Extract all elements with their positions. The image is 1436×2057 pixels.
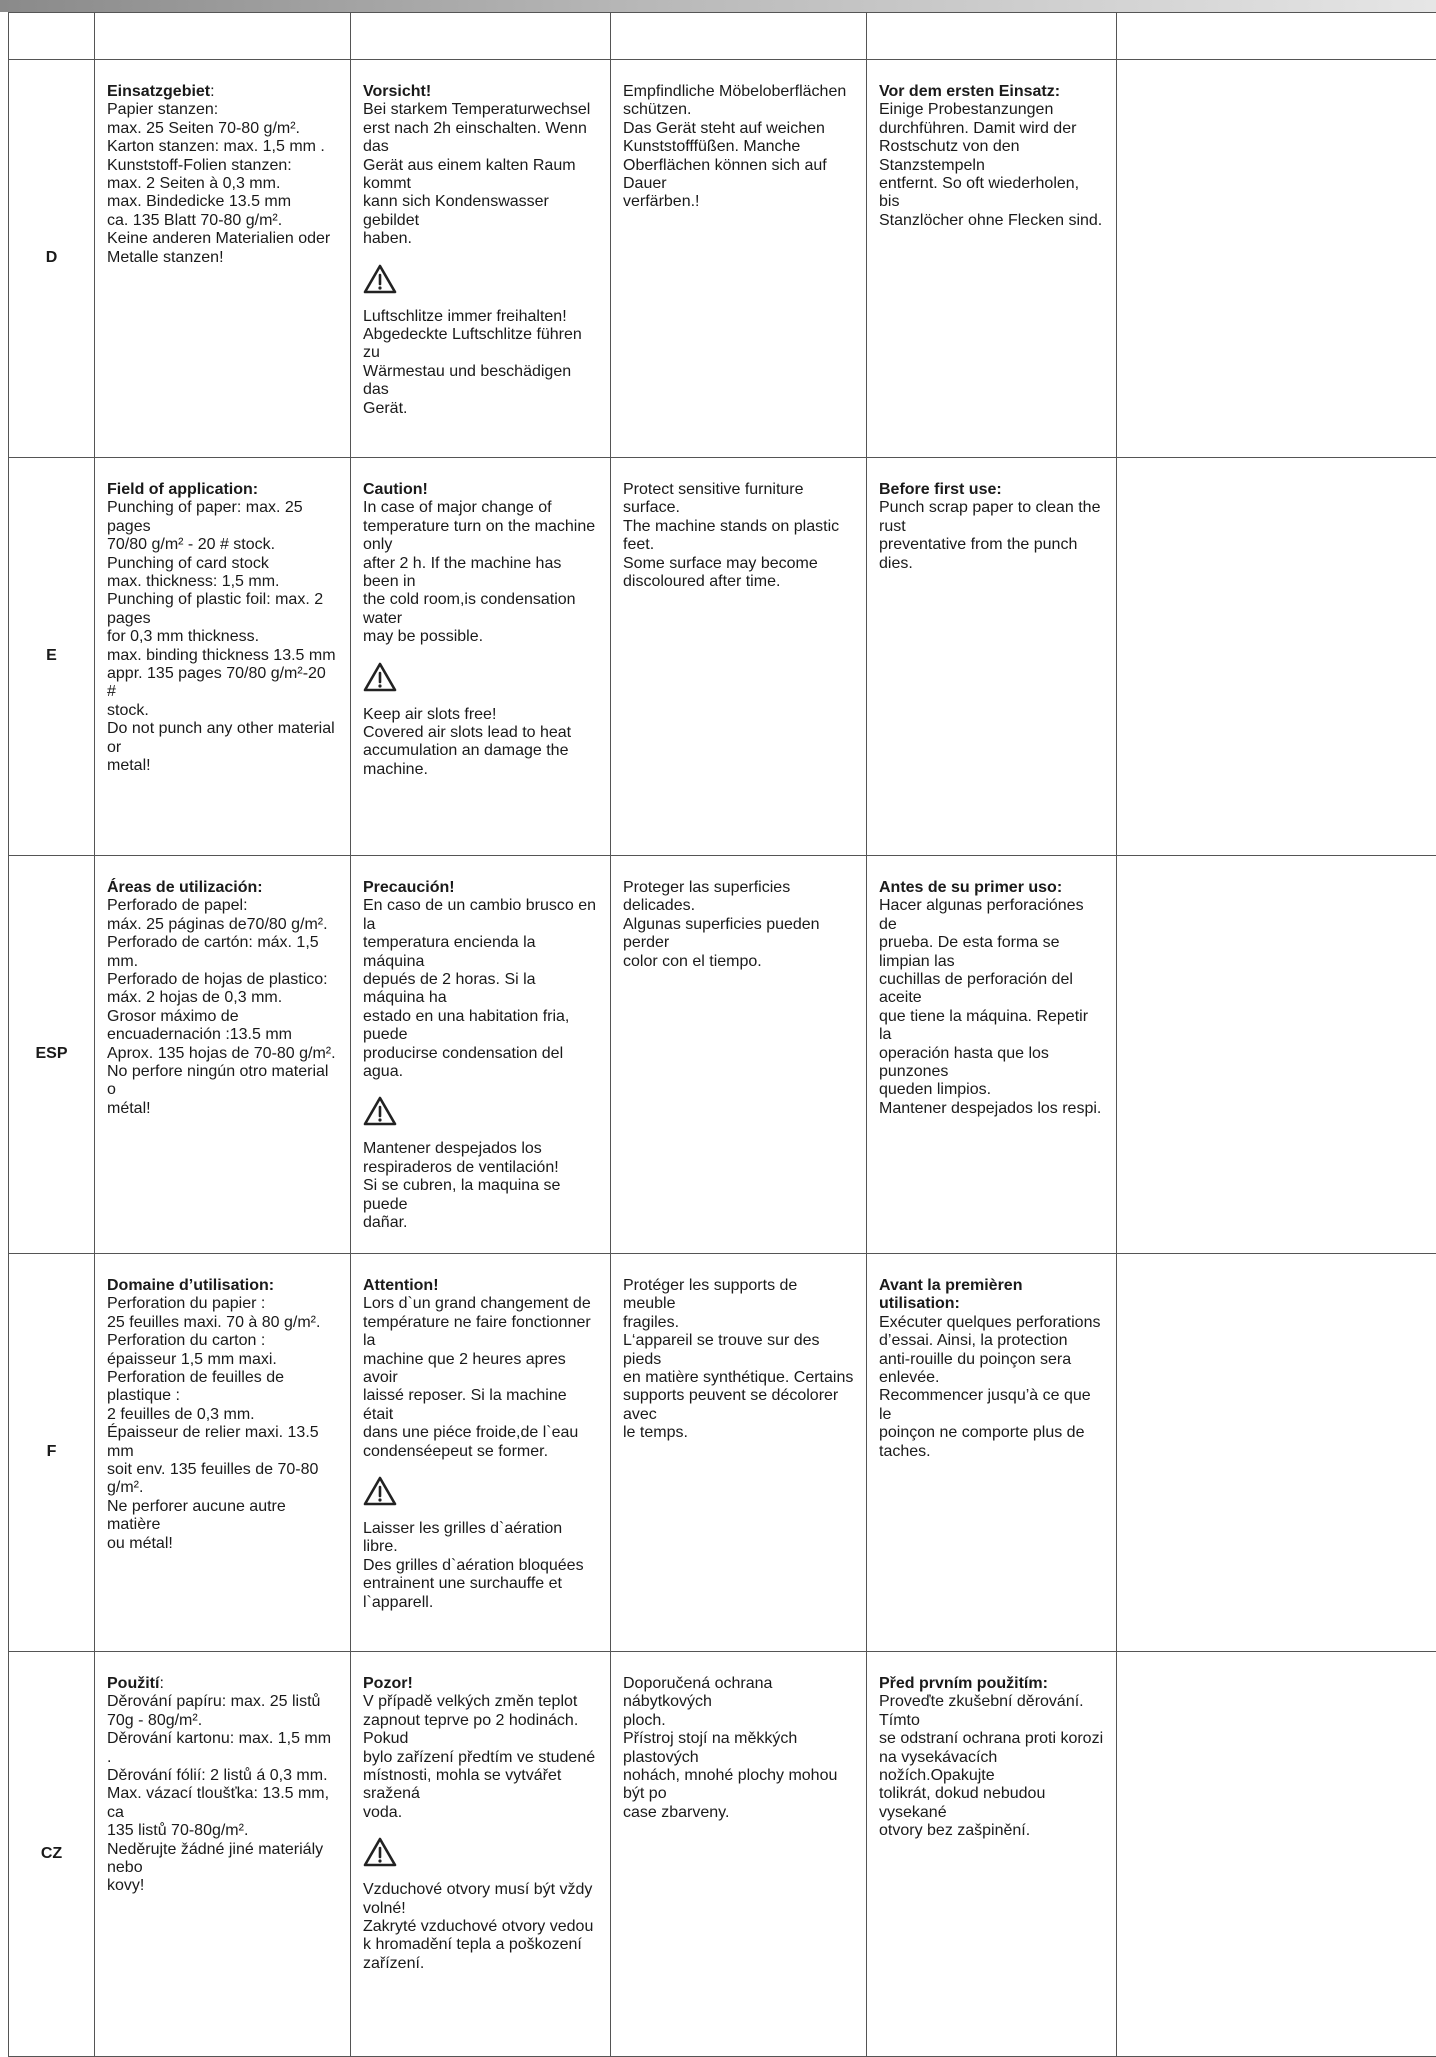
caution-text: Lors d`un grand changement de température ne faire fonctionner la machine que 2 heures apres avoir laissé reposer. Si la machine était dans une piéce froide,de l`eau condenséepeut se former. — [363, 1295, 598, 1461]
application-heading: Áreas de utilización: — [107, 879, 263, 896]
language-row — [9, 1254, 1436, 1652]
header-row — [9, 13, 1436, 60]
application-cell — [95, 60, 351, 458]
header-cell — [867, 13, 1117, 60]
caution-cell — [351, 1652, 611, 2057]
application-cell — [95, 1652, 351, 2057]
instructions-table — [8, 12, 1436, 2057]
caution-heading: Precaución! — [363, 879, 598, 897]
surface-cell — [611, 1254, 867, 1652]
application-text: Děrování papíru: max. 25 listů 70g - 80g/m². Děrování kartonu: max. 1,5 mm . Děrování fólií: 2 listů á 0,3 mm. Max. vázací tloušťka: 13.5 mm, ca 135 listů 70-80g/m². Neděrujte žádné jiné materiály nebo kovy! — [107, 1693, 338, 1895]
application-text: Perforation du papier : 25 feuilles maxi. 70 à 80 g/m². Perforation du carton : épaisseur 1,5 mm maxi. Perforation de feuilles de plastique : 2 feuilles de 0,3 mm. Épaisseur de relier maxi. 13.5 mm soit env. 135 feuilles de 70-80 g/m². Ne perforer aucune autre matière ou métal! — [107, 1295, 338, 1553]
air-slots-text: Keep air slots free! Covered air slots lead to heat accumulation an damage the machine. — [363, 706, 598, 780]
first-use-text: Einige Probestanzungen durchführen. Damit wird der Rostschutz von den Stanzstempeln entfernt. So oft wiederholen, bis Stanzlöcher ohne Flecken sind. — [879, 101, 1104, 230]
application-heading-suffix: : — [159, 1675, 163, 1692]
empty-cell — [1117, 458, 1436, 856]
empty-cell — [1117, 856, 1436, 1254]
first-use-cell — [867, 1254, 1117, 1652]
air-slots-text: Laisser les grilles d`aération libre. Des grilles d`aération bloquées entrainent une surchauffe et l`apparell. — [363, 1520, 598, 1612]
caution-text: V případě velkých změn teplot zapnout teprve po 2 hodinách. Pokud bylo zařízení předtím ve studené místnosti, mohla se vytvářet sražená voda. — [363, 1693, 598, 1822]
application-text: Perforado de papel: máx. 25 páginas de70/80 g/m². Perforado de cartón: máx. 1,5 mm. Perforado de hojas de plastico: máx. 2 hojas de 0,3 mm. Grosor máximo de encuadernación :13.5 mm Aprox. 135 hojas de 70-80 g/m². No perfore ningún otro material o métal! — [107, 897, 338, 1118]
language-row — [9, 856, 1436, 1254]
first-use-heading: Před prvním použitím: — [879, 1675, 1104, 1693]
caution-cell — [351, 856, 611, 1254]
surface-cell — [611, 856, 867, 1254]
caution-cell — [351, 60, 611, 458]
application-text: Punching of paper: max. 25 pages 70/80 g/m² - 20 # stock. Punching of card stock max. thickness: 1,5 mm. Punching of plastic foil: max. 2 pages for 0,3 mm thickness. max. binding thickness 13.5 mm appr. 135 pages 70/80 g/m²-20 # stock. Do not punch any other material or metal! — [107, 499, 338, 775]
surface-text: Protect sensitive furniture surface. The machine stands on plastic feet. Some surface may become discoloured after time. — [623, 481, 854, 591]
empty-cell — [1117, 1254, 1436, 1652]
empty-cell — [1117, 1652, 1436, 2057]
surface-text: Empfindliche Möbeloberflächen schützen. Das Gerät steht auf weichen Kunststofffüßen. Manche Oberflächen können sich auf Dauer verfärben.! — [623, 83, 854, 212]
first-use-cell — [867, 1652, 1117, 2057]
header-cell — [9, 13, 95, 60]
language-code: E — [9, 458, 95, 856]
language-code: F — [9, 1254, 95, 1652]
air-slots-text: Vzduchové otvory musí být vždy volné! Zakryté vzduchové otvory vedou k hromadění tepla a poškození zařízení. — [363, 1881, 598, 1973]
first-use-text: Proveďte zkušební děrování. Tímto se odstraní ochrana proti korozi na vysekávacích nožích.Opakujte tolikrát, dokud nebudou vysekané otvory bez zašpinění. — [879, 1693, 1104, 1840]
application-cell — [95, 1254, 351, 1652]
application-heading: Použití — [107, 1675, 159, 1692]
warning-triangle-icon — [363, 264, 397, 294]
caution-text: En caso de un cambio brusco en la temperatura encienda la máquina depués de 2 horas. Si la máquina ha estado en una habitation fria, puede producirse condensation del agua. — [363, 897, 598, 1081]
surface-cell — [611, 60, 867, 458]
warning-triangle-icon — [363, 1096, 397, 1126]
warning-triangle-icon — [363, 1476, 397, 1506]
language-row — [9, 458, 1436, 856]
caution-text: Bei starkem Temperaturwechsel erst nach 2h einschalten. Wenn das Gerät aus einem kalten Raum kommt kann sich Kondenswasser gebildet haben. — [363, 101, 598, 248]
first-use-cell — [867, 856, 1117, 1254]
caution-text: In case of major change of temperature turn on the machine only after 2 h. If the machine has been in the cold room,is condensation water may be possible. — [363, 499, 598, 646]
air-slots-text: Mantener despejados los respiraderos de ventilación! Si se cubren, la maquina se puede dañar. — [363, 1140, 598, 1232]
application-heading: Field of application: — [107, 481, 258, 498]
first-use-text: Punch scrap paper to clean the rust preventative from the punch dies. — [879, 499, 1104, 573]
top-gradient-bar — [0, 0, 1436, 12]
caution-heading: Pozor! — [363, 1675, 598, 1693]
surface-cell — [611, 458, 867, 856]
surface-cell — [611, 1652, 867, 2057]
air-slots-text: Luftschlitze immer freihalten! Abgedeckte Luftschlitze führen zu Wärmestau und beschädigen das Gerät. — [363, 308, 598, 418]
language-code: ESP — [9, 856, 95, 1254]
application-cell — [95, 856, 351, 1254]
first-use-text: Exécuter quelques perforations d’essai. Ainsi, la protection anti-rouille du poinçon sera enlevée. Recommencer jusqu’à ce que le poinçon ne comporte plus de taches. — [879, 1314, 1104, 1461]
first-use-text: Hacer algunas perforaciónes de prueba. De esta forma se limpian las cuchillas de perforación del aceite que tiene la máquina. Repetir la operación hasta que los punzones queden limpios. Mantener despejados los respi. — [879, 897, 1104, 1118]
first-use-cell — [867, 60, 1117, 458]
first-use-heading: Before first use: — [879, 481, 1104, 499]
caution-heading: Attention! — [363, 1277, 598, 1295]
language-code: D — [9, 60, 95, 458]
first-use-cell — [867, 458, 1117, 856]
caution-heading: Caution! — [363, 481, 598, 499]
application-heading: Einsatzgebiet — [107, 83, 210, 100]
header-cell — [1117, 13, 1436, 60]
header-cell — [351, 13, 611, 60]
surface-text: Doporučená ochrana nábytkových ploch. Přístroj stojí na měkkých plastových nohách, mnohé plochy mohou být po case zbarveny. — [623, 1675, 854, 1822]
surface-text: Proteger las superficies delicades. Algunas superficies pueden perder color con el tiempo. — [623, 879, 854, 971]
application-heading: Domaine d’utilisation: — [107, 1277, 274, 1294]
empty-cell — [1117, 60, 1436, 458]
caution-cell — [351, 458, 611, 856]
warning-triangle-icon — [363, 1837, 397, 1867]
language-code: CZ — [9, 1652, 95, 2057]
header-cell — [611, 13, 867, 60]
application-text: Papier stanzen: max. 25 Seiten 70-80 g/m². Karton stanzen: max. 1,5 mm . Kunststoff-Folien stanzen: max. 2 Seiten à 0,3 mm. max. Bindedicke 13.5 mm ca. 135 Blatt 70-80 g/m². Keine anderen Materialien oder Metalle stanzen! — [107, 101, 338, 267]
surface-text: Protéger les supports de meuble fragiles. L‘appareil se trouve sur des pieds en matière synthétique. Certains supports peuvent se décolorer avec le temps. — [623, 1277, 854, 1443]
caution-heading: Vorsicht! — [363, 83, 598, 101]
first-use-heading: Vor dem ersten Einsatz: — [879, 83, 1104, 101]
application-heading-suffix: : — [210, 83, 214, 100]
header-cell — [95, 13, 351, 60]
language-row — [9, 1652, 1436, 2057]
first-use-heading: Avant la premièren utilisation: — [879, 1277, 1104, 1314]
language-row — [9, 60, 1436, 458]
warning-triangle-icon — [363, 662, 397, 692]
application-cell — [95, 458, 351, 856]
caution-cell — [351, 1254, 611, 1652]
first-use-heading: Antes de su primer uso: — [879, 879, 1104, 897]
